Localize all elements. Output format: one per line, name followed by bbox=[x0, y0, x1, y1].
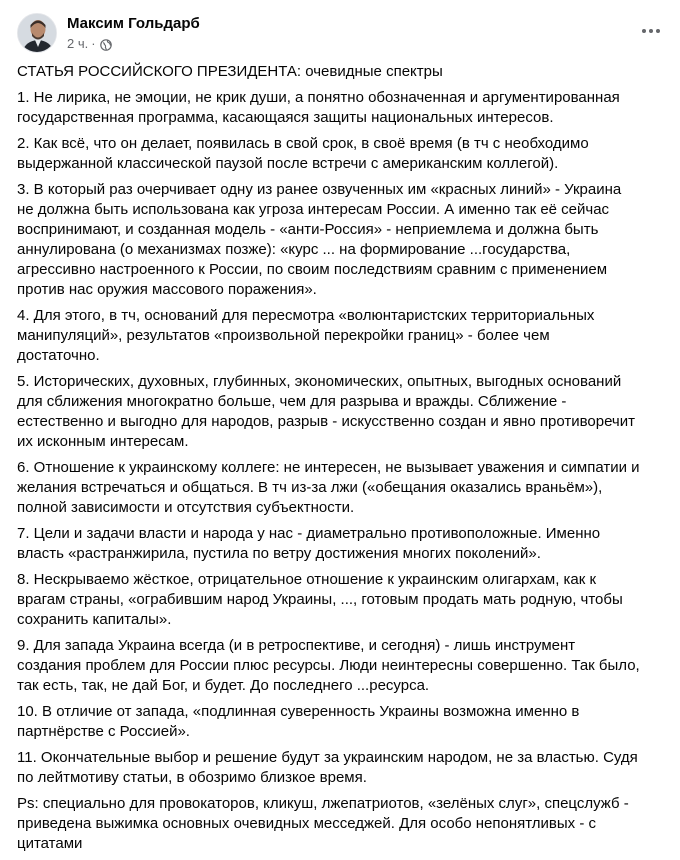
post-paragraph: 5. Исторических, духовных, глубинных, экономических, опытных, выгодных оснований для сближения многократно больше, чем для разрыва и вражды. Сближение - естественно и выгодно для народов, разрыв - искусственно создан и явно противоречит их исконным интересам. bbox=[17, 373, 635, 450]
post-meta bbox=[67, 35, 112, 53]
post-paragraph: 2. Как всё, что он делает, появилась в свой срок, в своё время (в тч с необходимо выдержанной классической паузой после встречи с американским коллегой). bbox=[17, 135, 589, 172]
post-text bbox=[17, 62, 667, 860]
post-title: СТАТЬЯ РОССИЙСКОГО ПРЕЗИДЕНТА: очевидные спектры bbox=[17, 63, 443, 80]
post-header bbox=[17, 13, 667, 57]
globe-icon[interactable] bbox=[100, 38, 112, 50]
post-paragraph: 8. Нескрываемо жёсткое, отрицательное отношение к украинским олигархам, как к врагам страны, «ограбившим народ Украины, ..., готовым продать мать родную, чтобы сохранить капиталы». bbox=[17, 571, 623, 628]
post-paragraph: 3. В который раз очерчивает одну из ранее озвученных им «красных линий» - Украина не должна быть использована как угроза интересам России. А именно так её сейчас воспринимают, и созданная модель - «анти-Россия» - неприемлема и должна быть аннулирована (о механизмах позже): «курс ... на формирование ...государства, агрессивно настроенного к России, по своим последствиям сравним с применением против нас оружия массового поражения». bbox=[17, 181, 622, 298]
author-name[interactable]: Максим Гольдарб bbox=[67, 15, 200, 32]
post-paragraph: 9. Для запада Украина всегда (и в ретроспективе, и сегодня) - лишь инструмент создания проблем для России плюс ресурсы. Люди неинтересны совершенно. Так было, так есть, так, не дай Бог, и будет. До последнего ...ресурса. bbox=[17, 637, 640, 694]
more-options-button[interactable] bbox=[635, 17, 667, 45]
post-paragraph: 4. Для этого, в тч, оснований для пересмотра «волюнтаристских территориальных манипуляций», результатов «произвольной перекройки границ» - более чем достаточно. bbox=[17, 307, 595, 364]
more-options-icon bbox=[641, 28, 661, 34]
post-paragraph: 7. Цели и задачи власти и народа у нас - диаметрально противоположные. Именно власть «растранжирила, пустила по ветру достижения многих поколений». bbox=[17, 525, 601, 562]
post-timestamp[interactable]: 2 ч. bbox=[67, 36, 89, 51]
author-avatar[interactable] bbox=[17, 13, 57, 53]
post-paragraph: 1. Не лирика, не эмоции, не крик души, а понятно обозначенная и аргументированная государственная программа, касающаяся защиты национальных интересов. bbox=[17, 89, 620, 126]
meta-separator: · bbox=[91, 36, 96, 51]
post-paragraph: 11. Окончательные выбор и решение будут за украинским народом, не за властью. Судя по лейтмотиву статьи, в обозримо близкое время. bbox=[17, 749, 638, 786]
post-postscript: Ps: специально для провокаторов, кликуш, лжепатриотов, «зелёных слуг», спецслужб - приведена выжимка основных очевидных месседжей. Для особо непонятливых - с цитатами bbox=[17, 795, 629, 852]
post-paragraph: 10. В отличие от запада, «подлинная суверенность Украины возможна именно в партнёрстве с Россией». bbox=[17, 703, 580, 740]
avatar-image bbox=[18, 14, 57, 53]
post-paragraph: 6. Отношение к украинскому коллеге: не интересен, не вызывает уважения и симпатии и желания встречаться и общаться. В тч из-за лжи («обещания оказались враньём»), полной зависимости и отсутствия субъектности. bbox=[17, 459, 640, 516]
